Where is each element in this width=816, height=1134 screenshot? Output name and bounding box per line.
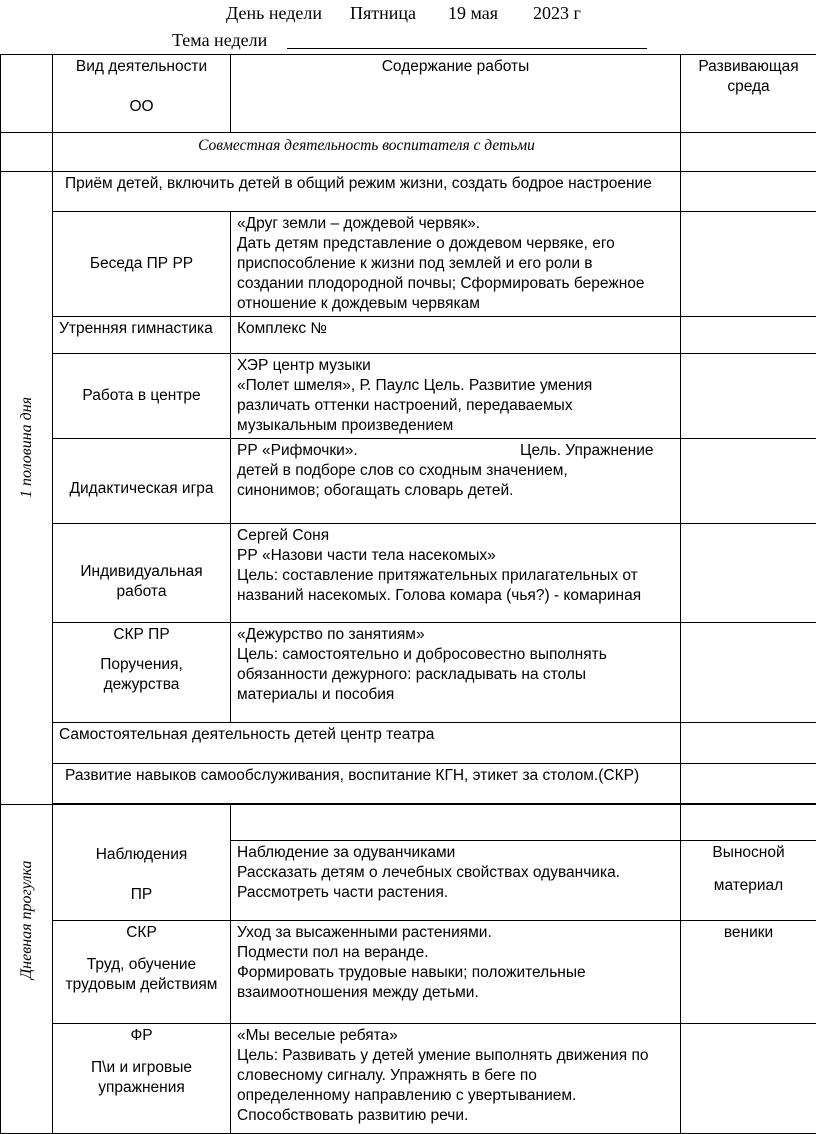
content-cell: «Дежурство по занятиям» Цель: самостоятельно и добросовестно выполнять обязанности дежурного: раскладывать на столы материалы и пособия bbox=[231, 623, 681, 723]
table-row bbox=[1, 623, 816, 723]
year-value: 2023 г bbox=[533, 3, 581, 23]
joint-activity-label: Совместная деятельность воспитателя с детьми bbox=[53, 133, 681, 172]
table-row bbox=[1, 1024, 816, 1134]
theme-underline bbox=[287, 48, 647, 49]
date-value: 19 мая bbox=[448, 3, 498, 23]
plan-table bbox=[0, 54, 816, 1134]
table-row bbox=[1, 764, 816, 804]
walk-label: Дневная прогулка bbox=[17, 959, 37, 979]
content-cell: ХЭР центр музыки «Полет шмеля», Р. Паулс Цель. Развитие умения различать оттенки настроений, передаваемых музыкальным произведением bbox=[231, 354, 681, 439]
environment-cell: веники bbox=[681, 921, 816, 1024]
joint-activity-row bbox=[1, 133, 816, 172]
environment-cell: Выносной материал bbox=[681, 841, 816, 921]
table-row bbox=[1, 354, 816, 439]
table-header-row bbox=[1, 55, 816, 133]
theme-label: Тема недели bbox=[172, 30, 267, 50]
day-value: Пятница bbox=[350, 3, 416, 23]
activity-cell: Дидактическая игра bbox=[53, 439, 231, 524]
content-cell: Наблюдение за одуванчиками Рассказать детям о лечебных свойствах одуванчика. Рассмотреть части растения. bbox=[231, 841, 681, 921]
table-row bbox=[1, 317, 816, 354]
table-row bbox=[1, 212, 816, 317]
content-cell: Сергей Соня РР «Назови части тела насекомых» Цель: составление притяжательных прилагательных от названий насекомых. Голова комара (чья?) - комариная bbox=[231, 524, 681, 623]
header-empty-cell bbox=[1, 55, 53, 133]
table-row bbox=[1, 172, 816, 212]
content-cell: «Друг земли – дождевой червяк». Дать детям представление о дождевом червяке, его приспособление к жизни под землей и его роли в создании плодородной почвы; Сформировать бережное отношение к дождевым червякам bbox=[231, 212, 681, 317]
independent-activity: Самостоятельная деятельность детей центр театра bbox=[53, 723, 681, 764]
activity-cell: ФР П\и и игровые упражнения bbox=[53, 1024, 231, 1134]
table-row bbox=[1, 439, 816, 524]
activity-cell: СКР Труд, обучение трудовым действиям bbox=[53, 921, 231, 1024]
selfcare-text: Развитие навыков самообслуживания, воспитание КГН, этикет за столом.(СКР) bbox=[53, 764, 681, 804]
content-cell: Уход за высаженными растениями. Подмести пол на веранде. Формировать трудовые навыки; положительные взаимоотношения между детьми. bbox=[231, 921, 681, 1024]
content-cell: РР «Рифмочки». Цель. Упражнение детей в подборе слов со сходным значением, синонимов; обогащать словарь детей. bbox=[231, 439, 681, 524]
table-row bbox=[1, 805, 816, 841]
table-row bbox=[1, 524, 816, 623]
intro-text: Приём детей, включить детей в общий режим жизни, создать бодрое настроение bbox=[53, 172, 681, 212]
activity-cell: Работа в центре bbox=[53, 354, 231, 439]
environment-header: Развивающая среда bbox=[681, 55, 816, 133]
activity-cell: Наблюдения ПР bbox=[53, 805, 231, 921]
first-half-label: 1 половина дня bbox=[17, 478, 37, 498]
table-row bbox=[1, 723, 816, 764]
content-cell: Комплекс № bbox=[231, 317, 681, 354]
activity-header: Вид деятельности ОО bbox=[53, 55, 231, 133]
walk-label-cell bbox=[1, 805, 53, 1134]
content-cell: «Мы веселые ребята» Цель: Развивать у детей умение выполнять движения по словесному сигналу. Упражнять в беге по определенному направлению с увертыванием. Способствовать развитию речи. bbox=[231, 1024, 681, 1134]
day-label: День недели bbox=[226, 3, 322, 23]
activity-cell: СКР ПР Поручения, дежурства bbox=[53, 623, 231, 723]
activity-cell: Беседа ПР РР bbox=[53, 212, 231, 317]
activity-cell: Индивидуальная работа bbox=[53, 524, 231, 623]
table-row bbox=[1, 921, 816, 1024]
content-header: Содержание работы bbox=[231, 55, 681, 133]
activity-cell: Утренняя гимнастика bbox=[53, 317, 231, 354]
first-half-label-cell bbox=[1, 172, 53, 805]
